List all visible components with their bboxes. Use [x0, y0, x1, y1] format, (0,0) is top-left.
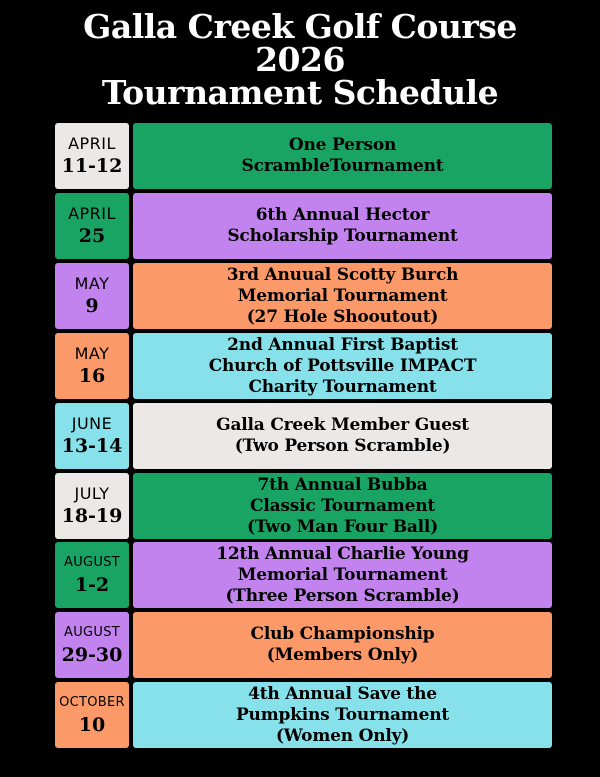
event-name-line: 12th Annual Charlie Young [216, 543, 469, 564]
event-name-line: Scholarship Tournament [227, 226, 458, 246]
schedule-row [55, 403, 552, 469]
event-name-line: 3rd Anuual Scotty Burch [226, 264, 459, 285]
date-month: APRIL [68, 134, 116, 153]
date-day: 18-19 [61, 505, 123, 527]
schedule-row [55, 193, 552, 259]
event-name-line: (27 Hole Shooutout) [246, 306, 439, 327]
date-month: AUGUST [64, 555, 120, 570]
date-box [55, 682, 129, 748]
event-box [133, 193, 552, 259]
date-box [55, 333, 129, 399]
event-box [133, 403, 552, 469]
event-name-line: 6th Annual Hector [255, 205, 430, 225]
event-name-line: 7th Annual Bubba [257, 474, 428, 495]
schedule-row [55, 333, 552, 399]
schedule-row [55, 263, 552, 329]
title-line-year: 2026 [255, 40, 345, 79]
event-name-line: (Members Only) [266, 645, 419, 665]
date-box [55, 542, 129, 608]
page-title [0, 7, 600, 112]
event-name-line: Memorial Tournament [237, 285, 448, 306]
event-name-line: 2nd Annual First Baptist [227, 334, 458, 355]
date-month: MAY [74, 344, 110, 363]
event-name-line: Charity Tournament [248, 376, 437, 397]
event-box [133, 123, 552, 189]
event-name-line: Pumpkins Tournament [235, 704, 450, 725]
date-day: 1-2 [74, 574, 110, 596]
date-month: AUGUST [64, 625, 120, 640]
date-day: 9 [85, 295, 99, 317]
title-line-schedule: Tournament Schedule [101, 73, 499, 112]
event-name-line: Classic Tournament [249, 495, 436, 516]
date-day: 25 [78, 225, 106, 247]
event-name-line: (Two Person Scramble) [234, 436, 451, 456]
date-box [55, 473, 129, 539]
event-name-line: Galla Creek Member Guest [216, 415, 469, 435]
date-box [55, 612, 129, 678]
date-box [55, 193, 129, 259]
event-box [133, 542, 552, 608]
event-box [133, 263, 552, 329]
title-line-course: Galla Creek Golf Course [83, 7, 517, 46]
date-day: 29-30 [61, 644, 123, 666]
event-box [133, 473, 552, 539]
event-name-line: (Two Man Four Ball) [246, 516, 439, 537]
date-box [55, 403, 129, 469]
event-name-line: Memorial Tournament [237, 564, 448, 585]
event-name-line: One Person [288, 135, 397, 155]
event-name-line: Church of Pottsville IMPACT [208, 355, 477, 376]
schedule-row [55, 473, 552, 539]
date-day: 11-12 [61, 155, 123, 177]
event-box [133, 612, 552, 678]
event-name-line: Club Championship [250, 624, 435, 644]
event-box [133, 333, 552, 399]
date-month: JULY [74, 484, 110, 503]
date-box [55, 123, 129, 189]
schedule-row [55, 123, 552, 189]
event-name-line: ScrambleTournament [241, 156, 444, 176]
date-box [55, 263, 129, 329]
date-day: 16 [78, 365, 106, 387]
event-name-line: (Women Only) [275, 725, 410, 746]
schedule-row [55, 542, 552, 608]
event-name-line: 4th Annual Save the [248, 683, 437, 704]
date-month: APRIL [68, 204, 116, 223]
date-day: 13-14 [61, 435, 123, 457]
date-month: JUNE [71, 414, 113, 433]
schedule-row [55, 682, 552, 748]
date-month: OCTOBER [59, 695, 125, 710]
schedule-row [55, 612, 552, 678]
date-day: 10 [78, 714, 106, 736]
date-month: MAY [74, 274, 110, 293]
event-name-line: (Three Person Scramble) [225, 585, 460, 606]
event-box [133, 682, 552, 748]
